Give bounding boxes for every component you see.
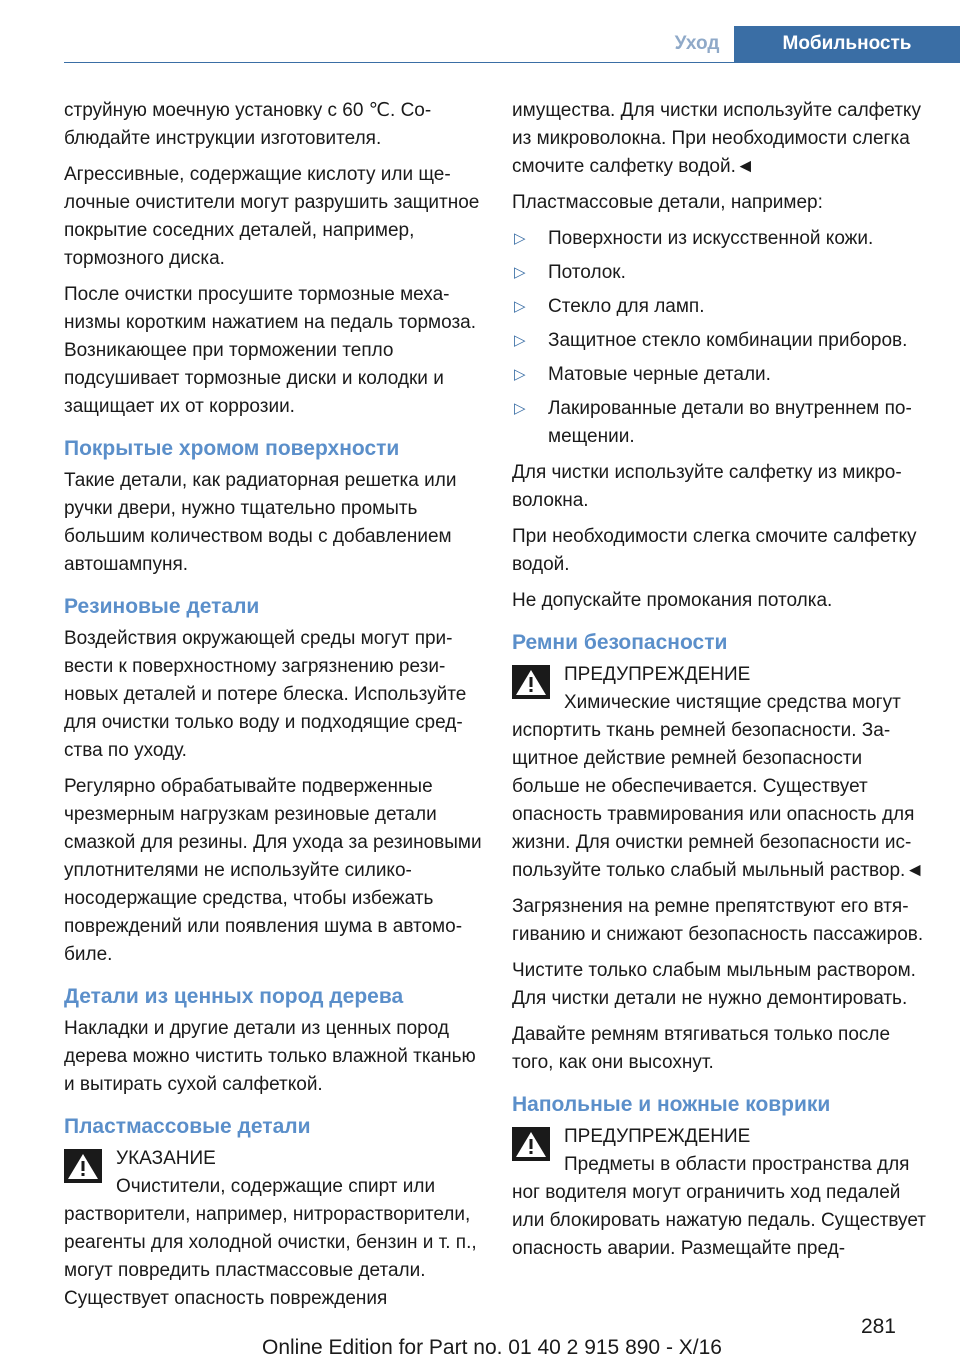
paragraph: Пластмассовые детали, например:: [512, 192, 823, 213]
paragraph: Воздействия окружающей среды могут привести к поверхностному загрязнению резиновых деталей и потере блеска. Используйте для очистки только воду и подходящие средства по уходу.: [64, 628, 467, 761]
paragraph: Чистите только слабым мыльным раствором. Для чистки детали не нужно демонтировать.: [512, 960, 916, 1009]
triangle-bullet-icon: ▷: [514, 400, 526, 417]
list-item: ▷ Потолок.: [512, 259, 928, 287]
paragraph: Для чистки используйте салфетку из микроволокна.: [512, 462, 902, 511]
tab-mobility[interactable]: Мобильность: [734, 26, 960, 62]
notice-first-line: Очистители, содержащие спирт или: [116, 1176, 436, 1197]
warning-title: ПРЕДУПРЕЖДЕНИЕ: [564, 664, 751, 685]
warning-triangle-icon: [64, 1149, 102, 1183]
list-item: ▷ Поверхности из искусственной кожи.: [512, 225, 928, 253]
notice-title: УКАЗАНИЕ: [116, 1148, 216, 1169]
triangle-bullet-icon: ▷: [514, 298, 526, 315]
paragraph: струйную моечную установку с 60 ℃. Соблюдайте инструкции изготовителя.: [64, 100, 432, 149]
warning-first-line: Предметы в области пространства для: [564, 1154, 910, 1175]
list-item: ▷ Защитное стекло комбинации приборов.: [512, 327, 928, 355]
section-heading-seatbelts: Ремни безопасности: [512, 631, 728, 654]
paragraph: При необходимости слегка смочите салфетку водой.: [512, 526, 917, 575]
warning-title: ПРЕДУПРЕЖДЕНИЕ: [564, 1126, 751, 1147]
page-number: 281: [860, 1315, 896, 1338]
notice-text: растворители, например, нитрорастворители, реагенты для холодной очистки, бензин и т. п., могут повредить пластмассовые детали. Существует опасность повреждения: [64, 1204, 477, 1309]
list-item: ▷ Матовые черные детали.: [512, 361, 928, 389]
tab-care[interactable]: Уход: [674, 33, 720, 54]
plastic-parts-list: [512, 225, 928, 451]
warning-triangle-icon: [512, 665, 550, 699]
paragraph: Накладки и другие детали из ценных пород дерева можно чистить только влажной тканью и вытирать сухой салфеткой.: [64, 1018, 476, 1095]
paragraph: После очистки просушите тормозные механизмы коротким нажатием на педаль тормоза. Возникающее при торможении тепло подсушивает тормозные диски и колодки и защищает их от коррозии.: [64, 284, 477, 417]
warning-text: испортить ткань ремней безопасности. Защитное действие ремней безопасности больше не обеспечивается. Существует опасность травмирования или опасность для жизни. Для очистки ремней безопасности используйте только слабый мыльный раствор.◄: [512, 720, 925, 881]
triangle-bullet-icon: ▷: [514, 230, 526, 247]
triangle-bullet-icon: ▷: [514, 366, 526, 383]
warning-triangle-icon: [512, 1127, 550, 1161]
warning-block: [512, 1123, 928, 1179]
paragraph: имущества. Для чистки используйте салфетку из микроволокна. При необходимости слегка смочите салфетку водой.◄: [512, 100, 921, 177]
left-column: [64, 97, 484, 1321]
triangle-bullet-icon: ▷: [514, 264, 526, 281]
header-rule: [64, 62, 960, 63]
warning-text: ног водителя могут ограничить ход педалей или блокировать нажатую педаль. Существует опасность аварии. Размещайте пред-: [512, 1182, 926, 1259]
online-edition-footer: Online Edition for Part no. 01 40 2 915 890 - X/16: [262, 1336, 722, 1359]
section-heading-rubber: Резиновые детали: [64, 595, 260, 618]
header-tabs: [660, 26, 960, 62]
warning-first-line: Химические чистящие средства могут: [564, 692, 901, 713]
warning-block: [512, 661, 928, 717]
triangle-bullet-icon: ▷: [514, 332, 526, 349]
list-item: ▷ Стекло для ламп.: [512, 293, 928, 321]
paragraph: Не допускайте промокания потолка.: [512, 590, 833, 611]
paragraph: Давайте ремням втягиваться только после того, как они высохнут.: [512, 1024, 891, 1073]
paragraph: Агрессивные, содержащие кислоту или щелочные очистители могут разрушить защитное покрытие соседних деталей, например, тормозного диска.: [64, 164, 480, 269]
paragraph: Загрязнения на ремне препятствуют его втягиванию и снижают безопасность пассажиров.: [512, 896, 924, 945]
list-item: ▷ Лакированные детали во внутреннем помещении.: [512, 395, 928, 451]
section-heading-chrome: Покрытые хромом поверхности: [64, 437, 400, 460]
paragraph: Регулярно обрабатывайте подверженные чрезмерным нагрузкам резиновые детали смазкой для резины. Для ухода за резиновыми уплотнителями не используйте силиконосодержащие средства, чтобы избежать повреждений или появления шума в автомобиле.: [64, 776, 482, 965]
paragraph: Такие детали, как радиаторная решетка или ручки двери, нужно тщательно промыть большим количеством воды с добавлением автошампуня.: [64, 470, 457, 575]
notice-block: [64, 1145, 484, 1201]
right-column: [512, 97, 928, 1271]
section-heading-wood: Детали из ценных пород дерева: [64, 985, 404, 1008]
section-heading-plastic: Пластмассовые детали: [64, 1115, 311, 1138]
section-heading-floor-mats: Напольные и ножные коврики: [512, 1093, 831, 1116]
